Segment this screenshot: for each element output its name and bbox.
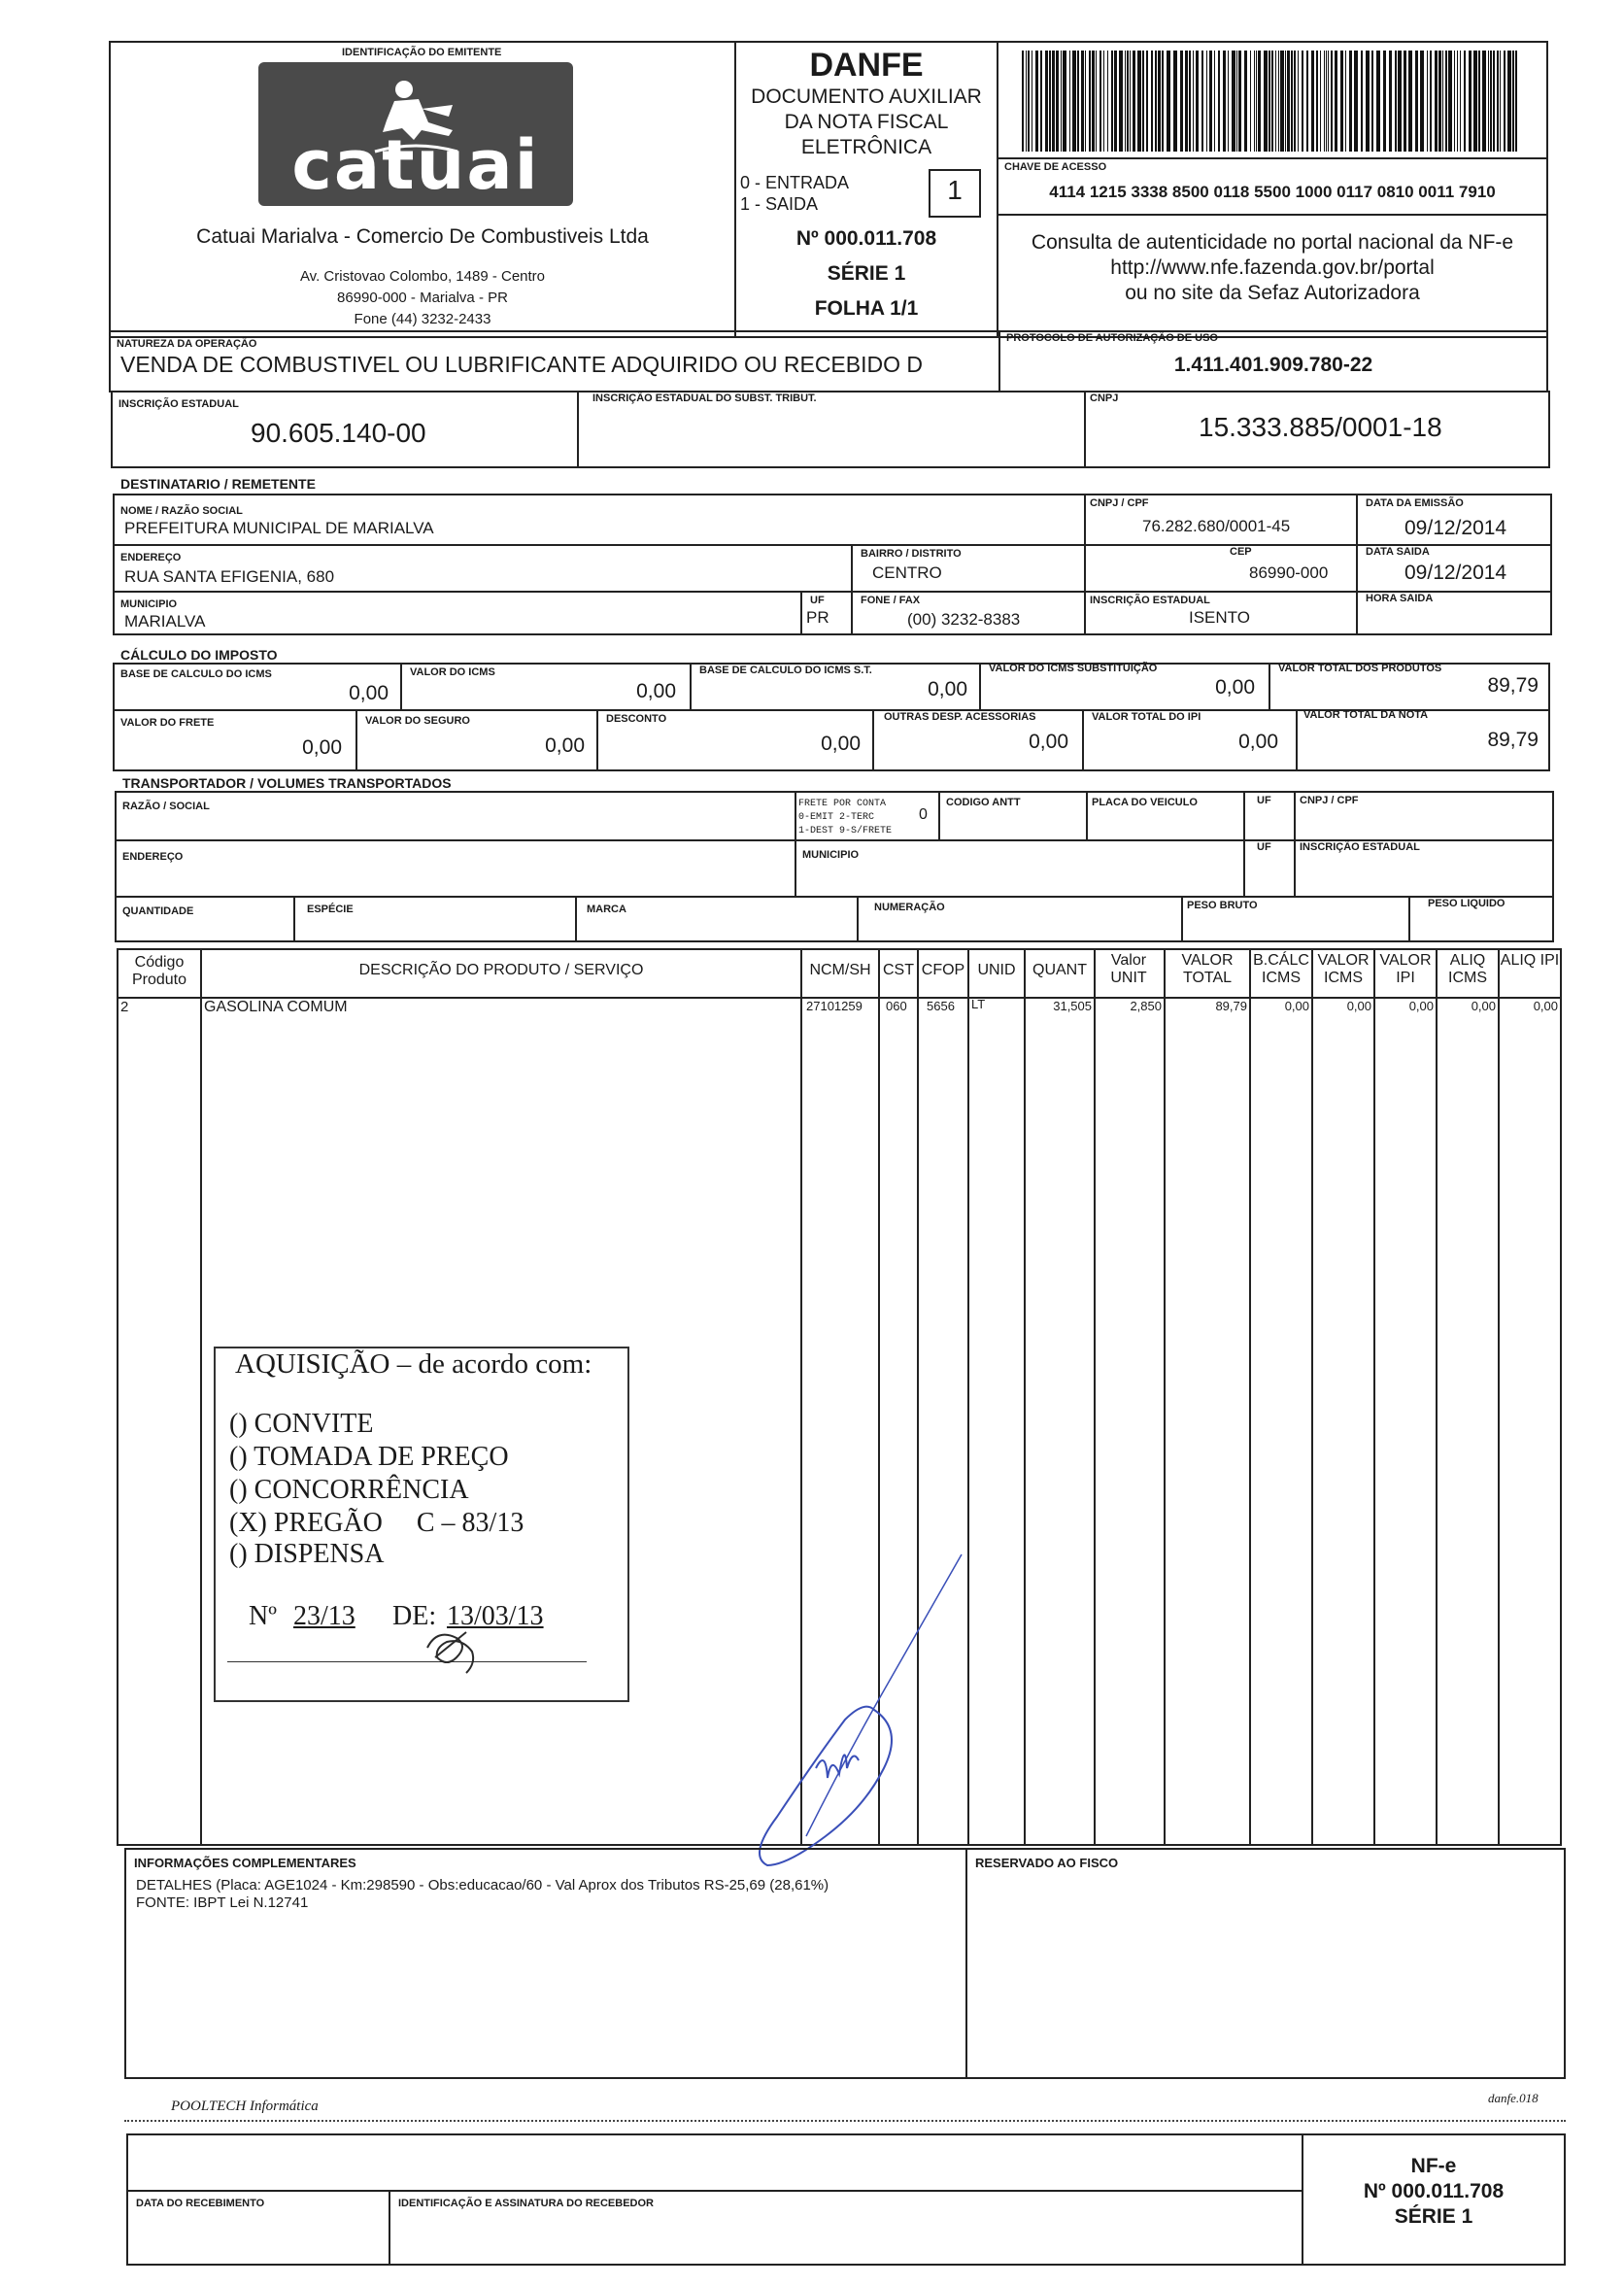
company-phone: Fone (44) 3232-2433: [354, 311, 491, 327]
tipo-saida: 1 - SAIDA: [740, 194, 819, 214]
info-label: INFORMAÇÕES COMPLEMENTARES: [134, 1856, 356, 1870]
th-codigo: Código Produto: [131, 954, 187, 988]
dest-cnpj-value: 76.282.680/0001-45: [1142, 517, 1291, 535]
destinatario-section: DESTINATARIO / REMETENTE: [120, 476, 316, 492]
info-line-2: FONTE: IBPT Lei N.12741: [136, 1894, 309, 1911]
stamp-dispensa: () DISPENSA: [229, 1539, 385, 1569]
dest-saida-value: 09/12/2014: [1404, 562, 1507, 584]
v-st-label: VALOR DO ICMS SUBSTITUIÇÃO: [989, 663, 1158, 674]
v-icms-label: VALOR DO ICMS: [410, 666, 495, 678]
danfe-subtitle-3: ELETRÔNICA: [800, 136, 932, 158]
row-bcicms: 0,00: [1284, 999, 1309, 1013]
th-vipi: VALOR IPI: [1379, 952, 1432, 986]
stamp-data: 13/03/13: [447, 1601, 544, 1631]
desconto-label: DESCONTO: [606, 713, 667, 725]
fisco-label: RESERVADO AO FISCO: [975, 1856, 1119, 1870]
footer-numero: Nº 000.011.708: [1363, 2180, 1505, 2202]
company-address-1: Av. Cristovao Colombo, 1489 - Centro: [299, 268, 546, 285]
seguro-label: VALOR DO SEGURO: [365, 715, 470, 727]
bc-icms-label: BASE DE CALCULO DO ICMS: [120, 668, 272, 680]
th-cst: CST: [883, 962, 914, 978]
dest-bairro-value: CENTRO: [872, 563, 942, 582]
row-vunit: 2,850: [1130, 999, 1162, 1013]
dest-uf-value: PR: [806, 608, 829, 627]
qtd-label: QUANTIDADE: [122, 905, 194, 917]
dest-cnpj-label: CNPJ / CPF: [1090, 497, 1149, 509]
transp-endereco-label: ENDEREÇO: [122, 851, 184, 863]
nf-number: Nº 000.011.708: [795, 227, 937, 250]
v-prod-label: VALOR TOTAL DOS PRODUTOS: [1278, 663, 1442, 674]
th-bcicms: B.CÁLC ICMS: [1253, 952, 1309, 986]
dest-uf-label: UF: [810, 595, 825, 606]
stamp-numero: 23/13: [293, 1601, 355, 1631]
tear-line: [124, 2120, 1566, 2122]
dest-endereco-label: ENDEREÇO: [120, 552, 182, 563]
dest-endereco-value: RUA SANTA EFIGENIA, 680: [124, 567, 335, 586]
row-unid: LT: [971, 997, 986, 1011]
ie-label: INSCRIÇÃO ESTADUAL: [118, 398, 239, 410]
dest-emissao-value: 09/12/2014: [1404, 517, 1507, 539]
especie-label: ESPÉCIE: [307, 904, 354, 915]
chave-value: 4114 1215 3338 8500 0118 5500 1000 0117 0810 0011 7910: [1049, 183, 1496, 201]
transp-cnpj-label: CNPJ / CPF: [1300, 795, 1359, 806]
stamp-title: AQUISIÇÃO – de acordo com:: [235, 1348, 592, 1380]
transp-uf-label: UF: [1257, 795, 1271, 806]
nota-label: VALOR TOTAL DA NOTA: [1303, 709, 1429, 721]
recebimento-label: DATA DO RECEBIMENTO: [136, 2198, 265, 2209]
footer-nfe: NF-e: [1410, 2155, 1457, 2177]
dest-ie-label: INSCRIÇÃO ESTADUAL: [1090, 595, 1210, 606]
tipo-entrada: 0 - ENTRADA: [740, 173, 850, 192]
bc-st-value: 0,00: [928, 678, 967, 700]
dest-municipio-label: MUNICIPIO: [120, 598, 178, 610]
stamp-de-label: DE:: [392, 1601, 437, 1631]
row-descricao: GASOLINA COMUM: [204, 999, 348, 1015]
th-aipi: ALIQ IPI: [1500, 952, 1560, 969]
peso-liquido-label: PESO LIQUIDO: [1428, 898, 1506, 909]
row-aicms: 0,00: [1471, 999, 1496, 1013]
desconto-value: 0,00: [821, 733, 861, 755]
dest-saida-label: DATA SAIDA: [1366, 546, 1430, 558]
blue-signature: [738, 1545, 991, 1875]
dest-emissao-label: DATA DA EMISSÃO: [1366, 497, 1464, 509]
nf-serie: SÉRIE 1: [827, 262, 906, 285]
consulta-line-3: ou no site da Sefaz Autorizadora: [1125, 282, 1420, 304]
assinatura-label: IDENTIFICAÇÃO E ASSINATURA DO RECEBEDOR: [398, 2198, 654, 2209]
row-quant: 31,505: [1053, 999, 1092, 1013]
barcode: [1022, 51, 1523, 152]
th-descricao: DESCRIÇÃO DO PRODUTO / SERVIÇO: [358, 962, 644, 978]
dest-fone-label: FONE / FAX: [861, 595, 921, 606]
bc-st-label: BASE DE CALCULO DO ICMS S.T.: [699, 665, 872, 676]
row-ncm: 27101259: [806, 999, 863, 1013]
danfe-subtitle-1: DOCUMENTO AUXILIAR: [751, 85, 982, 108]
numeracao-label: NUMERAÇÃO: [874, 902, 945, 913]
tipo-value: 1: [947, 175, 963, 205]
row-codigo: 2: [120, 999, 129, 1015]
reservado-fisco-box: [965, 1848, 1566, 2079]
ie-value: 90.605.140-00: [251, 418, 426, 448]
info-line-1: DETALHES (Placa: AGE1024 - Km:298590 - Obs:educacao/60 - Val Aprox dos Tributos RS-25,69 (28,61%): [136, 1877, 829, 1894]
emitente-label: IDENTIFICAÇÃO DO EMITENTE: [342, 47, 502, 58]
consulta-line-1: Consulta de autenticidade no portal nacional da NF-e: [1031, 231, 1514, 254]
th-vicms: VALOR ICMS: [1317, 952, 1370, 986]
stamp-concorrencia: () CONCORRÊNCIA: [229, 1475, 469, 1505]
footer-brand: POOLTECH Informática: [171, 2098, 319, 2114]
placa-label: PLACA DO VEICULO: [1092, 797, 1198, 808]
th-vunit: Valor UNIT: [1110, 952, 1147, 986]
outras-label: OUTRAS DESP. ACESSORIAS: [884, 711, 1036, 723]
imposto-section: CÁLCULO DO IMPOSTO: [120, 647, 278, 663]
frete-conta-line-3: 1-DEST 9-S/FRETE: [798, 826, 893, 836]
th-unid: UNID: [977, 962, 1016, 978]
dest-cep-label: CEP: [1230, 546, 1252, 558]
frete-label: VALOR DO FRETE: [120, 717, 215, 729]
footer-code: danfe.018: [1488, 2091, 1539, 2105]
row-vicms: 0,00: [1346, 999, 1371, 1013]
stamp-initials-signature: [408, 1619, 505, 1687]
company-address-2: 86990-000 - Marialva - PR: [337, 290, 508, 306]
destinatario-box: [113, 494, 1552, 635]
row-aipi: 0,00: [1533, 999, 1558, 1013]
danfe-title: DANFE: [809, 47, 924, 84]
dest-municipio-value: MARIALVA: [124, 612, 206, 631]
th-quant: QUANT: [1032, 962, 1087, 978]
cnpj-label: CNPJ: [1090, 392, 1119, 404]
ie-st-label: INSCRIÇÃO ESTADUAL DO SUBST. TRIBUT.: [592, 392, 817, 404]
frete-value: 0,00: [302, 736, 342, 759]
stamp-pregao: (X) PREGÃO C – 83/13: [229, 1508, 524, 1538]
transp-ie-label: INSCRIÇÃO ESTADUAL: [1300, 841, 1420, 853]
consulta-line-2: http://www.nfe.fazenda.gov.br/portal: [1110, 256, 1435, 279]
nf-folha: FOLHA 1/1: [814, 297, 919, 320]
outras-value: 0,00: [1029, 731, 1068, 753]
logo-text: catuai: [291, 125, 540, 205]
natureza-label: NATUREZA DA OPERAÇÃO: [117, 338, 257, 350]
dest-bairro-label: BAIRRO / DISTRITO: [861, 548, 962, 560]
protocolo-value: 1.411.401.909.780-22: [1173, 354, 1373, 376]
peso-bruto-label: PESO BRUTO: [1187, 900, 1258, 911]
th-vtotal: VALOR TOTAL: [1181, 952, 1234, 986]
stamp-convite: () CONVITE: [229, 1409, 374, 1439]
dest-cep-value: 86990-000: [1249, 563, 1329, 582]
stamp-numero-label: Nº: [249, 1601, 277, 1631]
transportador-section: TRANSPORTADOR / VOLUMES TRANSPORTADOS: [122, 775, 452, 791]
row-vtotal: 89,79: [1215, 999, 1247, 1013]
frete-conta-line-2: 0-EMIT 2-TERC: [798, 812, 875, 823]
transp-uf2-label: UF: [1257, 841, 1271, 853]
row-cst: 060: [886, 999, 907, 1013]
transp-razao-label: RAZÃO / SOCIAL: [122, 801, 210, 812]
stamp-tomada: () TOMADA DE PREÇO: [229, 1442, 509, 1472]
ipi-label: VALOR TOTAL DO IPI: [1092, 711, 1201, 723]
dest-ie-value: ISENTO: [1189, 608, 1250, 627]
company-logo: [258, 62, 573, 206]
company-name: Catuai Marialva - Comercio De Combustiveis Ltda: [196, 225, 649, 248]
v-st-value: 0,00: [1215, 676, 1255, 699]
seguro-value: 0,00: [545, 734, 585, 757]
nota-value: 89,79: [1487, 729, 1539, 751]
v-icms-value: 0,00: [636, 680, 676, 702]
row-cfop: 5656: [927, 999, 955, 1013]
row-vipi: 0,00: [1408, 999, 1434, 1013]
footer-serie: SÉRIE 1: [1394, 2205, 1473, 2228]
frete-conta-value: 0: [919, 806, 928, 823]
chave-label: CHAVE DE ACESSO: [1004, 161, 1107, 173]
v-prod-value: 89,79: [1487, 674, 1539, 697]
frete-conta-line-1: FRETE POR CONTA: [798, 799, 887, 809]
dest-nome-label: NOME / RAZÃO SOCIAL: [120, 505, 243, 517]
cnpj-value: 15.333.885/0001-18: [1199, 412, 1442, 442]
dest-fone-value: (00) 3232-8383: [907, 610, 1021, 629]
th-cfop: CFOP: [921, 962, 965, 978]
ipi-value: 0,00: [1238, 731, 1278, 753]
dest-nome-value: PREFEITURA MUNICIPAL DE MARIALVA: [124, 519, 434, 537]
dest-hora-label: HORA SAIDA: [1366, 593, 1434, 604]
th-aicms: ALIQ ICMS: [1448, 952, 1487, 986]
transp-municipio-label: MUNICIPIO: [802, 849, 860, 861]
th-ncm: NCM/SH: [809, 962, 871, 978]
antt-label: CODIGO ANTT: [946, 797, 1021, 808]
natureza-value: VENDA DE COMBUSTIVEL OU LUBRIFICANTE ADQUIRIDO OU RECEBIDO D: [120, 352, 924, 377]
danfe-subtitle-2: DA NOTA FISCAL: [784, 111, 949, 133]
marca-label: MARCA: [587, 904, 626, 915]
bc-icms-value: 0,00: [349, 682, 389, 704]
protocolo-label: PROTOCOLO DE AUTORIZAÇÃO DE USO: [1006, 332, 1218, 344]
